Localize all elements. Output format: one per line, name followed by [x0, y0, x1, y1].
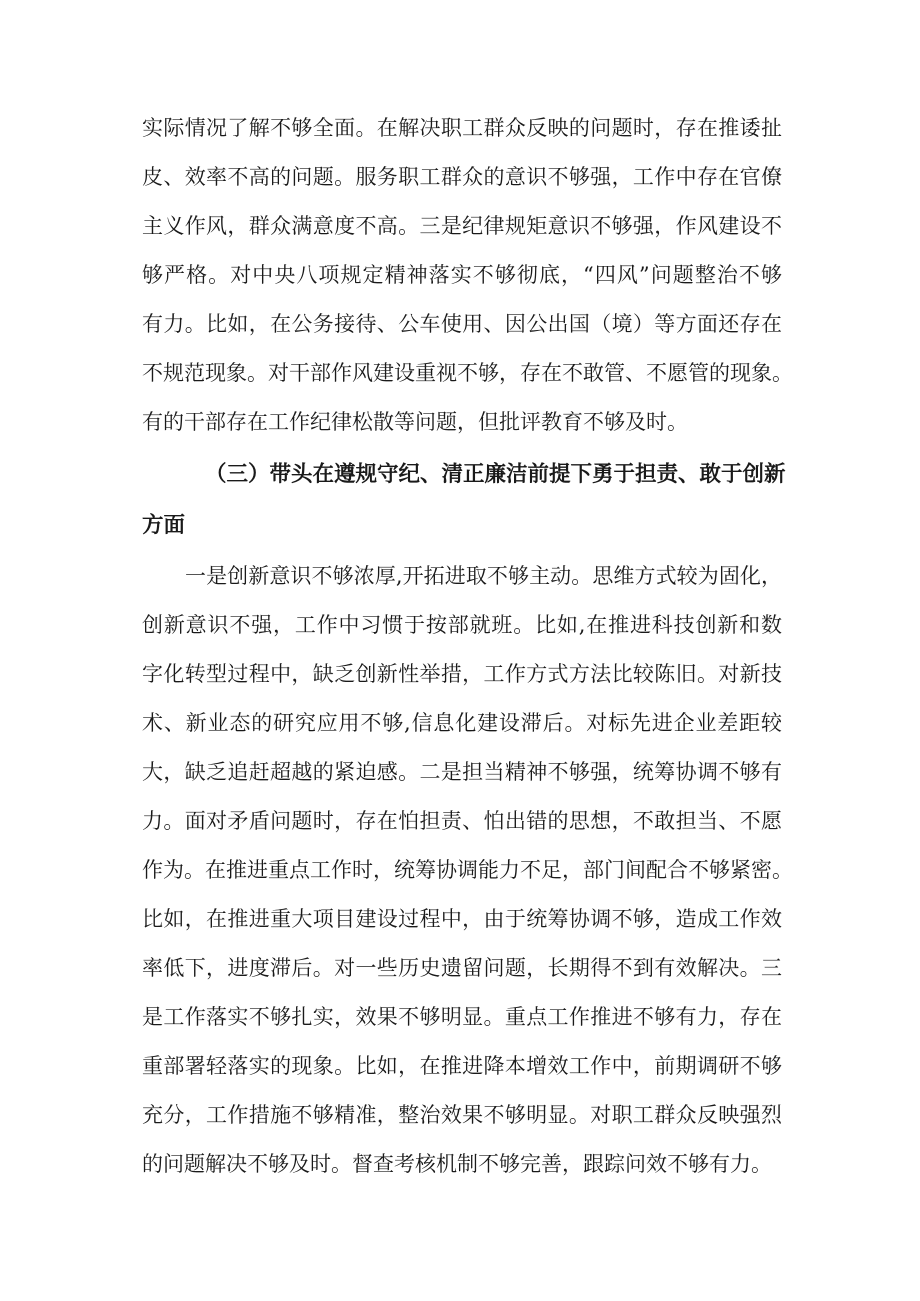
paragraph-line: 不规范现象。对干部作风建设重视不够，存在不敢管、不愿管的现象。 [142, 361, 793, 385]
paragraph-line: 力。面对矛盾问题时，存在怕担责、怕出错的思想，不敢担当、不愿 [142, 809, 782, 833]
paragraph-line: 有力。比如，在公务接待、公车使用、因公出国（境）等方面还存在 [142, 312, 782, 336]
paragraph-line: 字化转型过程中，缺乏创新性举措，工作方式方法比较陈旧。对新技 [142, 662, 782, 686]
section-heading-line: 方面 [142, 513, 186, 538]
paragraph-line: 创新意识不强，工作中习惯于按部就班。比如,在推进科技创新和数 [142, 613, 782, 637]
paragraph-line: 够严格。对中央八项规定精神落实不够彻底，“四风”问题整治不够 [142, 263, 782, 287]
section-heading-line: （三）带头在遵规守纪、清正廉洁前提下勇于担责、敢于创新 [205, 462, 786, 487]
paragraph-line: 一是创新意识不够浓厚,开拓进取不够主动。思维方式较为固化， [185, 564, 782, 588]
paragraph-line: 的问题解决不够及时。督查考核机制不够完善，跟踪问效不够有力。 [142, 1152, 772, 1176]
paragraph-line: 率低下，进度滞后。对一些历史遗留问题，长期得不到有效解决。三 [142, 956, 782, 980]
paragraph-line: 作为。在推进重点工作时，统筹协调能力不足，部门间配合不够紧密。 [142, 858, 793, 882]
paragraph-line: 主义作风，群众满意度不高。三是纪律规矩意识不够强，作风建设不 [142, 214, 782, 238]
paragraph-line: 充分，工作措施不够精准，整治效果不够明显。对职工群众反映强烈 [142, 1103, 782, 1127]
paragraph-line: 皮、效率不高的问题。服务职工群众的意识不够强，工作中存在官僚 [142, 165, 782, 189]
paragraph-line: 是工作落实不够扎实，效果不够明显。重点工作推进不够有力，存在 [142, 1005, 782, 1029]
paragraph-line: 大，缺乏追赶超越的紧迫感。二是担当精神不够强，统筹协调不够有 [142, 760, 782, 784]
paragraph-line: 比如，在推进重大项目建设过程中，由于统筹协调不够，造成工作效 [142, 907, 782, 931]
paragraph-line: 重部署轻落实的现象。比如，在推进降本增效工作中，前期调研不够 [142, 1054, 782, 1078]
paragraph-line: 实际情况了解不够全面。在解决职工群众反映的问题时，存在推诿扯 [142, 116, 782, 140]
paragraph-line: 有的干部存在工作纪律松散等问题，但批评教育不够及时。 [142, 410, 688, 434]
paragraph-line: 术、新业态的研究应用不够,信息化建设滞后。对标先进企业差距较 [142, 711, 782, 735]
